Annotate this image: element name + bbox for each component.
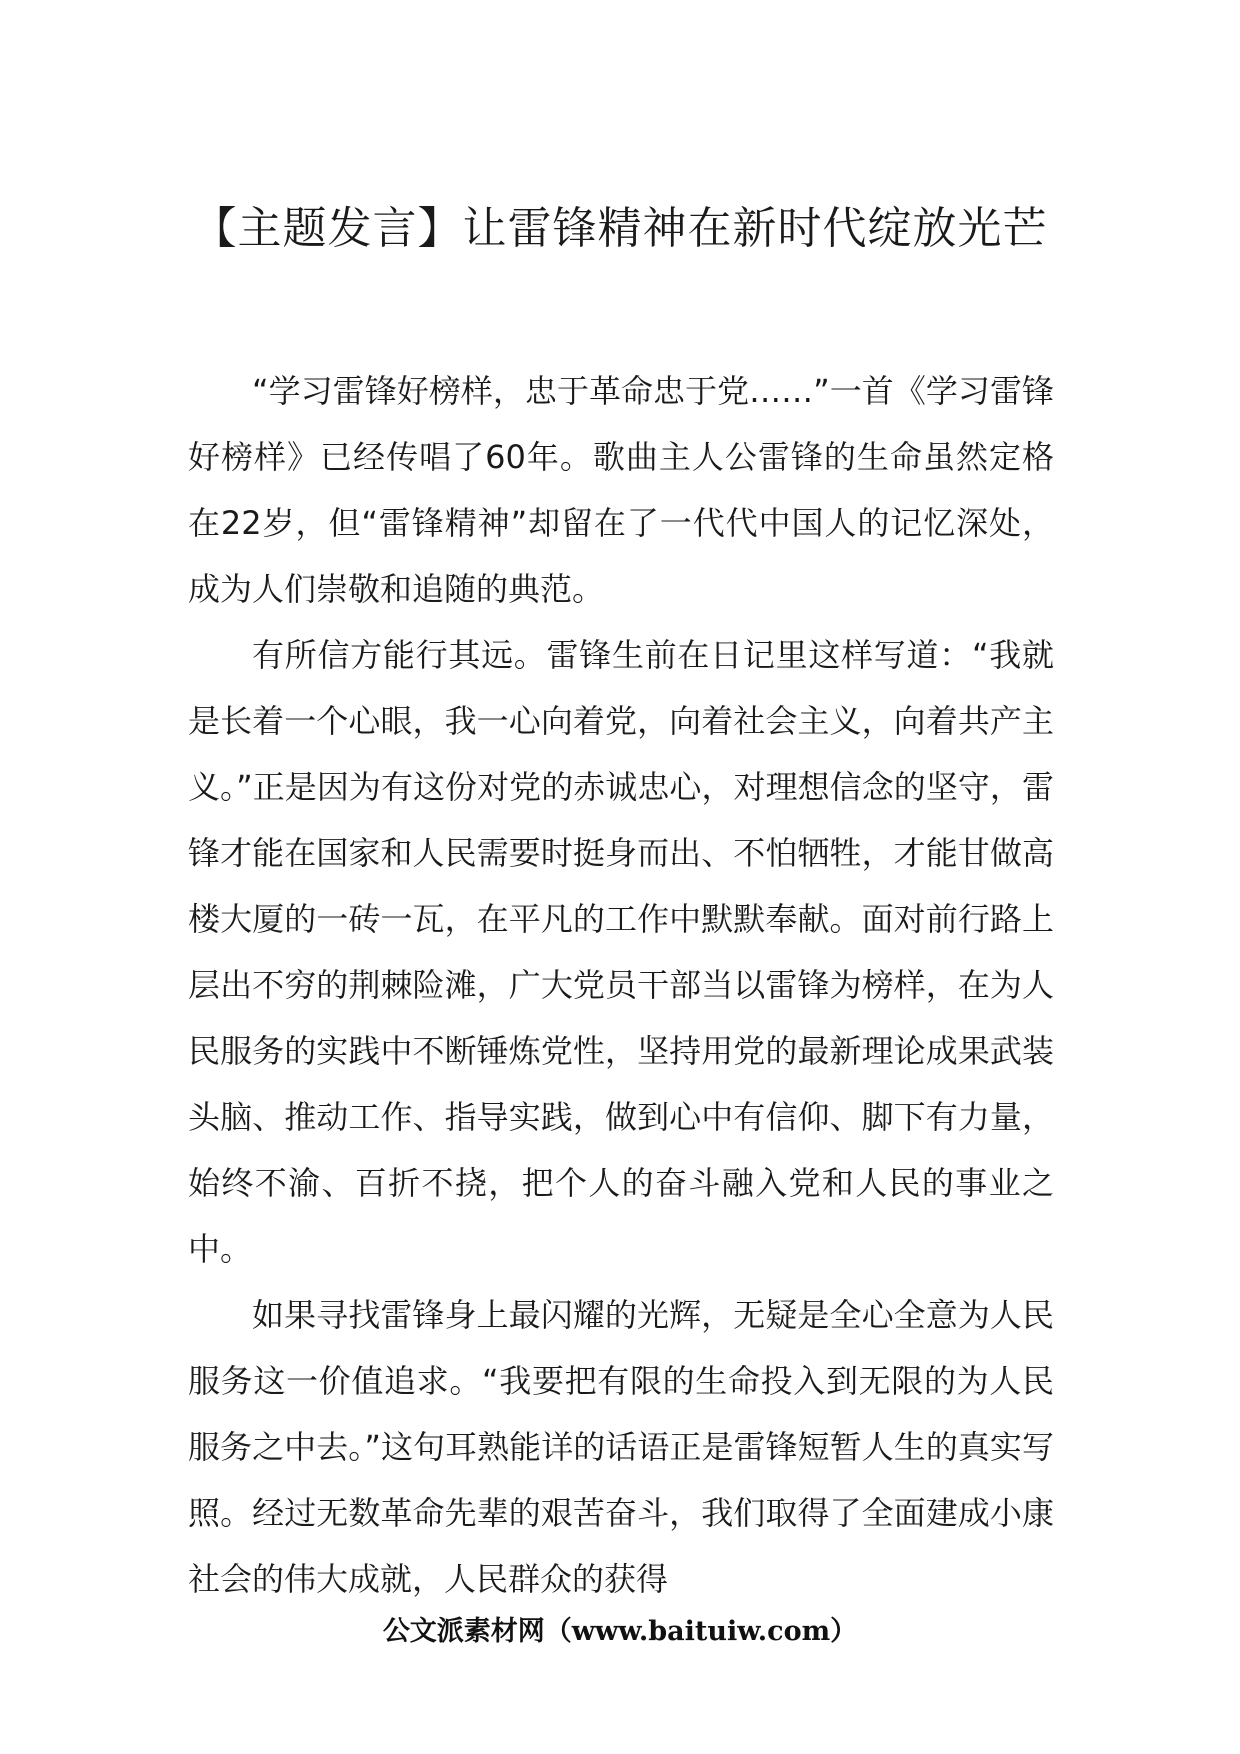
document-body (188, 358, 1054, 1612)
document-title: 【主题发言】让雷锋精神在新时代绽放光芒 (192, 203, 1048, 254)
paragraph-1: “学习雷锋好榜样，忠于革命忠于党……”一首《学习雷锋好榜样》已经传唱了60年。歌曲主人公雷锋的生命虽然定格在22岁，但“雷锋精神”却留在了一代代中国人的记忆深处，成为人们崇敬和追随的典范。 (188, 372, 1054, 608)
footer-watermark-text: 公文派素材网（www.baituiw.com） (382, 1616, 858, 1647)
paragraph-2: 有所信方能行其远。雷锋生前在日记里这样写道：“我就是长着一个心眼，我一心向着党，向着社会主义，向着共产主义。”正是因为有这份对党的赤诚忠心，对理想信念的坚守，雷锋才能在国家和人民需要时挺身而出、不怕牺牲，才能甘做高楼大厦的一砖一瓦，在平凡的工作中默默奉献。面对前行路上层出不穷的荆棘险滩，广大党员干部当以雷锋为榜样，在为人民服务的实践中不断锤炼党性，坚持用党的最新理论成果武装头脑、推动工作、指导实践，做到心中有信仰、脚下有力量，始终不渝、百折不挠，把个人的奋斗融入党和人民的事业之中。 (188, 636, 1054, 1268)
paragraph-3: 如果寻找雷锋身上最闪耀的光辉，无疑是全心全意为人民服务这一价值追求。“我要把有限的生命投入到无限的为人民服务之中去。”这句耳熟能详的话语正是雷锋短暂人生的真实写照。经过无数革命先辈的艰苦奋斗，我们取得了全面建成小康社会的伟大成就，人民群众的获得 (188, 1296, 1054, 1598)
